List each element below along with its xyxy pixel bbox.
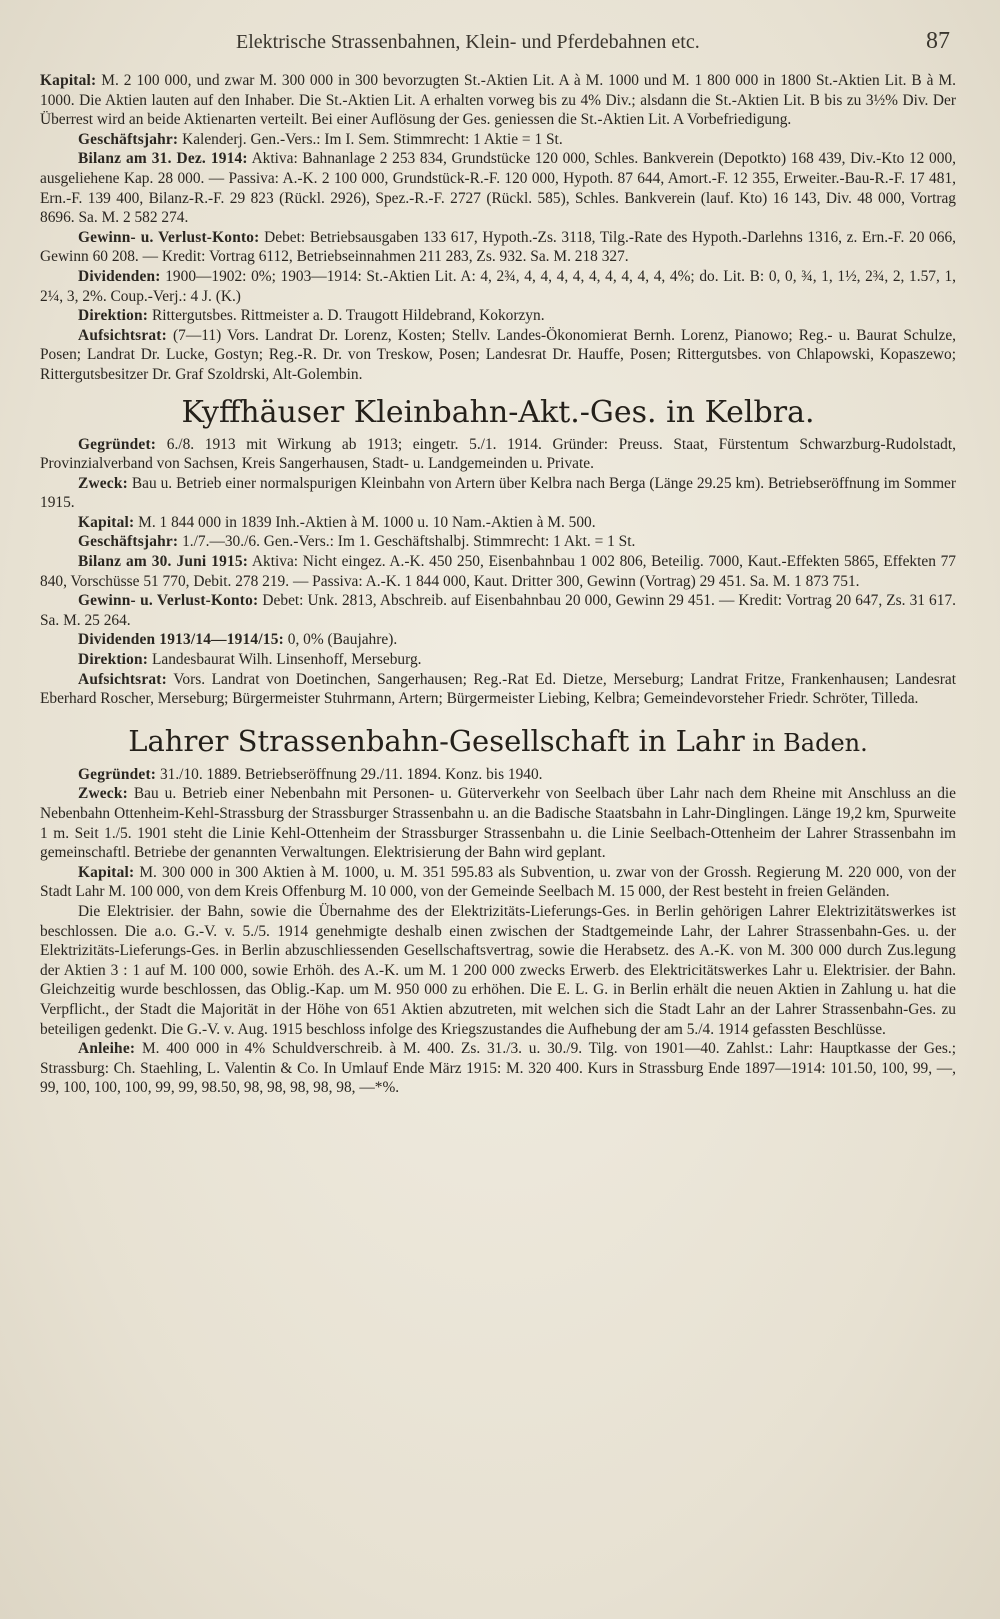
paragraph-lead: Gewinn- u. Verlust-Konto: [78, 228, 260, 246]
company-title-lahr [40, 721, 956, 763]
paragraph [40, 765, 956, 785]
paragraph-lead: Gegründet: [78, 765, 157, 783]
paragraph-text: Aktiva: Nicht eingez. A.-K. 450 250, Eisenbahnbau 1 002 806, Beteilig. 7000, Kaut.-Effekten 5865, Effekten 77 840, Vorschüsse 51 770, Debit. 278 219. — Passiva: A.-K. 1 844 000, Kaut. Dritter 300, Gewinn (Vortrag) 29 451. Sa. M. 1 873 751. [40, 553, 956, 590]
paragraph [40, 552, 956, 591]
paragraph [40, 474, 956, 513]
paragraph-text: 31./10. 1889. Betriebseröffnung 29./11. 1894. Konz. bis 1940. [156, 765, 543, 783]
paragraph-text: M. 1 844 000 in 1839 Inh.-Aktien à M. 1000 u. 10 Nam.-Aktien à M. 500. [134, 513, 596, 531]
paragraph [40, 630, 956, 650]
paragraph [40, 513, 956, 533]
paragraph-lead: Zweck: [78, 474, 128, 492]
paragraph [40, 532, 956, 552]
paragraph-text: (7—11) Vors. Landrat Dr. Lorenz, Kosten; Stellv. Landes-Ökonomierat Bernh. Lorenz, Pianowo; Reg.- u. Baurat Schulze, Posen; Landrat Dr. Lucke, Gostyn; Reg.-R. Dr. von Treskow, Posen; Landesrat Dr. Hauffe, Posen; Rittergutsbes. von Chlapowski, Kopaszewo; Rittergutsbesitzer Dr. Graf Szoldrski, Alt-Golembin. [40, 326, 956, 383]
paragraph [40, 863, 956, 902]
paragraph-lead: Direktion: [78, 651, 149, 669]
running-head [40, 28, 956, 55]
paragraph [40, 784, 956, 862]
paragraph-lead: Bilanz am 30. Juni 1915: [78, 553, 249, 571]
paragraph-lead: Aufsichtsrat: [78, 326, 167, 344]
page-content [40, 71, 956, 1098]
company-section-1 [40, 71, 956, 385]
paragraph-lead: Kapital: [40, 72, 97, 89]
paragraph-text: M. 300 000 in 300 Aktien à M. 1000, u. M. 351 595.83 als Subvention, u. zwar von der Grossh. Regierung M. 220 000, von der Stadt Lahr M. 100 000, von dem Kreis Offenburg M. 10 000, von der Gemeinde Seelbach M. 15 000, der Rest besteht in freien Geländen. [40, 863, 956, 901]
paragraph-lead: Geschäftsjahr: [78, 533, 179, 551]
paragraph-lead: Geschäftsjahr: [78, 130, 179, 148]
paragraph [40, 1039, 956, 1098]
paragraph-text: Bau u. Betrieb einer Nebenbahn mit Personen- u. Güterverkehr von Seelbach über Lahr nach dem Rheine mit Anschluss an die Nebenbahn Ottenheim-Kehl-Strassburg der Strassburger Strassenbahn u. an die Badische Staatsbahn in Lahr-Dinglingen. Länge 19,2 km, Spurweite 1 m. Seit 1./5. 1901 steht die Linie Kehl-Ottenheim der Strassburger Strassenbahn u. die Linie Seelbach-Ottenheim der Lahrer Strassenbahn im gemeinschaftl. Betriebe der genannten Verwaltungen. Elektrisierung der Bahn wird geplant. [40, 785, 956, 862]
paragraph-lead: Kapital: [78, 863, 135, 881]
paragraph-lead: Anleihe: [78, 1040, 136, 1058]
paragraph-lead: Aufsichtsrat: [78, 670, 167, 688]
paragraph-lead: Gewinn- u. Verlust-Konto: [78, 592, 259, 610]
paragraph-text: Bau u. Betrieb einer normalspurigen Kleinbahn von Artern über Kelbra nach Berga (Länge 29.25 km). Betriebseröffnung im Sommer 1915. [40, 474, 956, 512]
paragraph-lead: Bilanz am 31. Dez. 1914: [78, 150, 248, 168]
paragraph-text: Kalenderj. Gen.-Vers.: Im I. Sem. Stimmrecht: 1 Aktie = 1 St. [178, 130, 563, 148]
paragraph-lead: Kapital: [78, 513, 135, 531]
company-title-main: Lahrer Strassenbahn-Gesellschaft in Lahr [128, 723, 745, 758]
company-title-suffix: in Baden. [744, 728, 868, 757]
paragraph-lead: Dividenden: [78, 267, 161, 285]
company-section-2 [40, 435, 956, 709]
paragraph-text: Die Elektrisier. der Bahn, sowie die Übernahme des der Elektrizitäts-Lieferungs-Ges. in Berlin gehörigen Lahrer Elektrizitätswerkes ist beschlossen. Die a.o. G.-V. v. 5./5. 1914 genehmigte deshalb einen zwischen der Stadtgemeinde Lahr, der Lahrer Strassenbahn-Ges. u. der Elektrizitäts-Lieferungs-Ges. in Berlin abzuschliessenden Gesellschaftsvertrag, sowie die Herabsetz. des A.-K. von M. 300 000 durch Zus.legung der Aktien 3 : 1 auf M. 100 000, sowie Erhöh. des A.-K. um M. 1 200 000 zwecks Erwerb. des Elektricitätswerkes Lahr u. Elektrisier. der Bahn. Gleichzeitig wurde beschlossen, das Oblig.-Kap. um M. 950 000 zu erhöhen. Die E. L. G. in Berlin erhält die neuen Aktien in Zahlung u. hat die Verpflicht., der Stadt die Majorität in der Höhe von 651 Aktien abzutreten, mit welchen sich die Stadt Lahr an der Lahrer Strassenbahn-Ges. zu beteiligen gedenkt. Die G.-V. v. Aug. 1915 beschloss infolge des Kriegszustandes die Aufhebung der am 5./4. 1914 gefassten Beschlüsse. [40, 902, 956, 1038]
paragraph-text: Debet: Betriebsausgaben 133 617, Hypoth.-Zs. 3118, Tilg.-Rate des Hypoth.-Darlehns 1316, z. Ern.-F. 20 066, Gewinn 60 208. — Kredit: Vortrag 6112, Betriebseinnahmen 211 283, Zs. 932. Sa. M. 218 327. [40, 228, 956, 266]
paragraph-text: 1900—1902: 0%; 1903—1914: St.-Aktien Lit. A: 4, 2¾, 4, 4, 4, 4, 4, 4, 4, 4, 4, 4%; do. Lit. B: 0, 0, ¾, 1, 1½, 2¾, 2, 1.57, 1, 2¼, 3, 2%. Coup.-Verj.: 4 J. (K.) [40, 267, 956, 305]
company-title-kyffhaeuser: Kyffhäuser Kleinbahn-Akt.-Ges. in Kelbra. [181, 394, 815, 430]
paragraph-text: 0, 0% (Baujahre). [283, 631, 398, 649]
paragraph-lead: Zweck: [78, 785, 128, 803]
paragraph-lead: Gegründet: [78, 435, 157, 453]
paragraph [40, 267, 956, 306]
paragraph [40, 326, 956, 385]
paragraph-text: 1./7.—30./6. Gen.-Vers.: Im 1. Geschäftshalbj. Stimmrecht: 1 Akt. = 1 St. [178, 533, 636, 551]
paragraph-text: Rittergutsbes. Rittmeister a. D. Traugott Hildebrand, Kokorzyn. [148, 307, 545, 325]
paragraph [40, 306, 956, 326]
paragraph-lead: Direktion: [78, 307, 149, 325]
paragraph-text: Landesbaurat Wilh. Linsenhoff, Merseburg. [148, 651, 422, 669]
paragraph [40, 149, 956, 227]
paragraph-text: Debet: Unk. 2813, Abschreib. auf Eisenbahnbau 20 000, Gewinn 29 451. — Kredit: Vortrag 20 647, Zs. 31 617. Sa. M. 25 264. [40, 592, 956, 629]
paragraph [40, 228, 956, 267]
page-number: 87 [926, 28, 950, 54]
paragraph-lead: Dividenden 1913/14—1914/15: [78, 631, 284, 649]
paragraph-text: M. 400 000 in 4% Schuldverschreib. à M. 400. Zs. 31./3. u. 30./9. Tilg. von 1901—40. Zahlst.: Lahr: Hauptkasse der Ges.; Strassburg: Ch. Staehling, L. Valentin & Co. In Umlauf Ende März 1915: M. 320 400. Kurs in Strassburg Ende 1897—1914: 101.50, 100, 99, —, 99, 100, 100, 100, 99, 99, 98.50, 98, 98, 98, 98, 98, —*%. [40, 1040, 956, 1097]
paragraph-text: Aktiva: Bahnanlage 2 253 834, Grundstücke 120 000, Schles. Bankverein (Depotkto) 168 439, Div.-Kto 12 000, ausgeliehene Kap. 28 000. — Passiva: A.-K. 2 100 000, Grundstück-R.-F. 120 000, Hypoth. 87 644, Amort.-F. 12 355, Erweiter.-Bau-R.-F. 17 481, Ern.-F. 139 400, Bilanz-R.-F. 29 823 (Rückl. 2926), Spez.-R.-F. 2727 (Rückl. 585), Schles. Bankverein (lauf. Kto) 16 143, Div. 48 000, Vortrag 8696. Sa. M. 2 582 274. [40, 150, 956, 227]
paragraph [40, 71, 956, 130]
paragraph-text: 6./8. 1913 mit Wirkung ab 1913; eingetr. 5./1. 1914. Gründer: Preuss. Staat, Fürstentum Schwarzburg-Rudolstadt, Provinzialverband von Sachsen, Kreis Sangerhausen, Stadt- u. Landgemeinden u. Private. [40, 435, 956, 473]
paragraph [40, 670, 956, 709]
paragraph-text: M. 2 100 000, und zwar M. 300 000 in 300 bevorzugten St.-Aktien Lit. A à M. 1000 und M. 1 800 000 in 1800 St.-Aktien Lit. B à M. 1000. Die Aktien lauten auf den Inhaber. Die St.-Aktien Lit. A erhalten vorweg bis zu 4% Div.; alsdann die St.-Aktien Lit. B bis zu 3½% Div. Der Überrest wird an beide Aktienarten verteilt. Bei einer Auflösung der Ges. geniessen die St.-Aktien Lit. A Vorbefriedigung. [40, 72, 956, 129]
paragraph [40, 591, 956, 630]
running-title: Elektrische Strassenbahnen, Klein- und Pferdebahnen etc. [236, 31, 700, 53]
paragraph [40, 650, 956, 670]
paragraph [40, 130, 956, 150]
paragraph-text: Vors. Landrat von Doetinchen, Sangerhausen; Reg.-Rat Ed. Dietze, Merseburg; Landrat Fritze, Frankenhausen; Landesrat Eberhard Roscher, Merseburg; Bürgermeister Stuhrmann, Artern; Bürgermeister Liebing, Kelbra; Gemeindevorsteher Friedr. Schröter, Tilleda. [40, 670, 956, 708]
company-section-3 [40, 765, 956, 1098]
paragraph [40, 902, 956, 1039]
paragraph [40, 435, 956, 474]
